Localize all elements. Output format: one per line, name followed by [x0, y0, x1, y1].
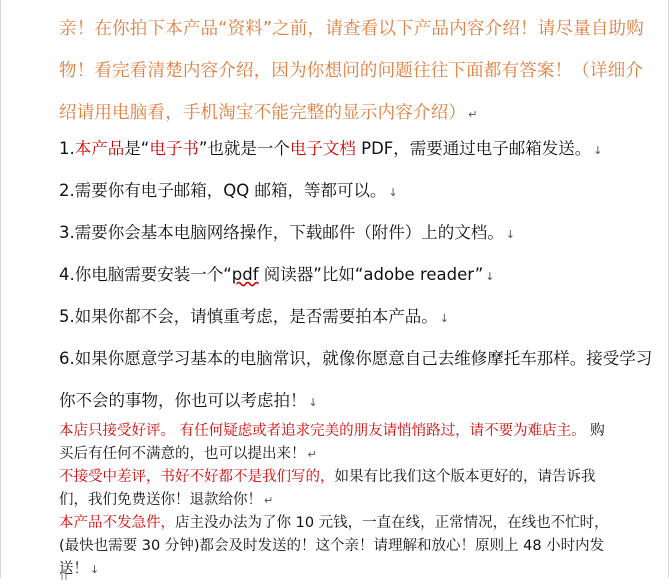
- item-1-red-1: 本产品: [74, 139, 125, 158]
- item-5-text: 5.如果你都不会，请慎重考虑，是否需要拍本产品。: [59, 307, 438, 326]
- item-6: [59, 338, 659, 424]
- item-1-red-3: 电子文档: [289, 139, 356, 158]
- note-2-text: 如果有比我们这个版本更好的，请告诉我们，我们免费送你！退款给你！: [59, 469, 596, 508]
- end-of-document-marker: [59, 566, 69, 578]
- item-1-red-2: 电子书: [149, 139, 199, 158]
- notes-section: [59, 420, 619, 581]
- item-3-text: 3.需要你会基本电脑网络操作，下载邮件（附件）上的文档。: [59, 223, 504, 242]
- item-2: [59, 179, 659, 205]
- note-2-red: 不接受中差评，书好不好都不是我们写的，: [59, 469, 335, 485]
- note-2-mark: ↵: [264, 494, 274, 507]
- item-5: [59, 305, 659, 331]
- item-3: [59, 221, 659, 247]
- item-1-text-3: PDF，需要通过电子邮箱发送。: [355, 139, 592, 158]
- item-5-mark: ↓: [439, 312, 449, 325]
- note-3: [59, 512, 619, 581]
- note-1-text: 购买后有任何不满意的，也可以提出来！: [59, 423, 605, 462]
- item-3-mark: ↓: [505, 228, 515, 241]
- item-1-text-1: 是“: [124, 139, 150, 158]
- item-2-mark: ↓: [388, 186, 398, 199]
- item-4-mark: ↓: [485, 270, 495, 283]
- intro-paragraph: [59, 8, 659, 136]
- note-2: [59, 466, 619, 512]
- paragraph-mark: ↵: [468, 108, 478, 121]
- note-1-red: 本店只接受好评。 有任何疑虑或者追求完美的朋友请悄悄路过，请不要为难店主。: [59, 423, 586, 439]
- item-4-text-2: 阅读器”比如“adobe reader”: [258, 265, 484, 284]
- item-6-text: 6.如果你愿意学习基本的电脑常识，就像你愿意自己去维修摩托车那样。接受学习你不会的事物，你也可以考虑拍！: [59, 349, 653, 410]
- item-1-mark: ↓: [593, 144, 603, 157]
- item-4-text-1: 4.你电脑需要安装一个“: [59, 265, 232, 284]
- item-4-pdf-spellcheck: pdf: [231, 265, 259, 284]
- item-4: [59, 263, 659, 289]
- intro-text: 亲！在你拍下本产品“资料”之前，请查看以下产品内容介绍！请尽量自助购物！看完看清楚内容介绍，因为你想问的问题往往下面都有答案！（详细介绍请用电脑看，手机淘宝不能完整的显示内容介绍）: [59, 19, 644, 123]
- note-3-text: 店主没办法为了你 10 元钱，一直在线，正常情况，在线也不忙时，(最快也需要 30 分钟)都会及时发送的！这个亲！请理解和放心！原则上 48 小时内发送！: [59, 515, 609, 577]
- item-1-text-2: ”也就是一个: [198, 139, 290, 158]
- item-2-text: 2.需要你有电子邮箱，QQ 邮箱，等都可以。: [59, 181, 387, 200]
- note-3-red: 本产品不发急件，: [59, 515, 175, 531]
- item-1-num: 1.: [59, 139, 75, 158]
- note-1-mark: ↵: [307, 448, 317, 461]
- item-6-mark: ↓: [308, 396, 318, 409]
- item-1: [59, 137, 659, 163]
- note-3-mark: ↓: [90, 563, 100, 576]
- note-1: [59, 420, 619, 466]
